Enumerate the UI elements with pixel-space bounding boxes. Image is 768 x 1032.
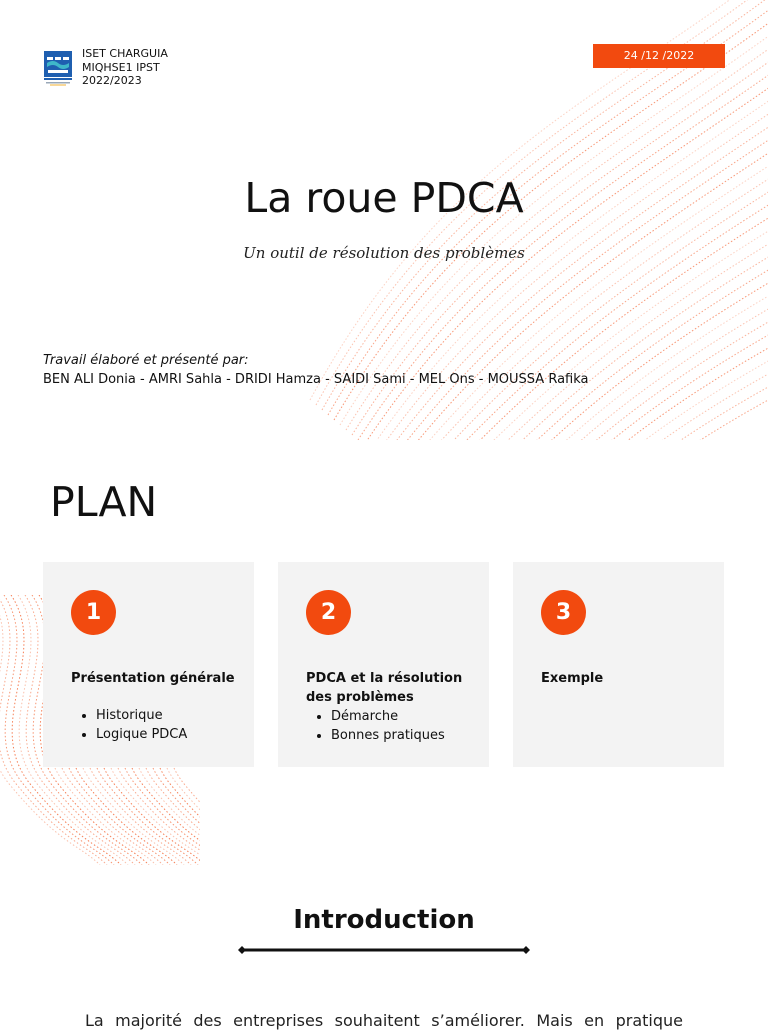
- introduction-heading: Introduction: [293, 905, 475, 935]
- date-badge: 24 /12 /2022: [593, 44, 725, 68]
- plan-card-2: [278, 562, 489, 767]
- plan-card-list: [318, 708, 445, 745]
- introduction-paragraph: La majorité des entreprises souhaitent s’améliorer. Mais en pratique: [85, 1011, 683, 1030]
- step-number-badge: 2: [306, 590, 351, 635]
- document-subtitle: Un outil de résolution des problèmes: [243, 244, 525, 262]
- list-item: • Historique: [96, 707, 187, 726]
- plan-card-heading: Présentation générale: [71, 671, 235, 686]
- list-item: • Logique PDCA: [96, 726, 187, 745]
- plan-card-heading: Exemple: [541, 671, 604, 686]
- plan-heading: PLAN: [50, 478, 158, 526]
- academic-year: 2022/2023: [82, 74, 142, 87]
- plan-card-list: [83, 707, 187, 744]
- list-item: • Démarche: [331, 708, 445, 727]
- credit-label: Travail élaboré et présenté par:: [43, 353, 249, 368]
- list-item: • Bonnes pratiques: [331, 727, 445, 746]
- document-title: La roue PDCA: [244, 174, 524, 222]
- school-name: ISET CHARGUIA: [82, 47, 168, 60]
- plan-card-3: [513, 562, 724, 767]
- iset-logo-icon: [42, 49, 74, 87]
- plan-card-heading: PDCA et la résolution des problèmes: [306, 671, 463, 705]
- step-number-badge: 1: [71, 590, 116, 635]
- plan-card-1: [43, 562, 254, 767]
- authors-list: BEN ALI Donia - AMRI Sahla - DRIDI Hamza - SAIDI Sami - MEL Ons - MOUSSA Rafika: [43, 372, 589, 387]
- program-name: MIQHSE1 IPST: [82, 60, 160, 74]
- decorative-divider: [236, 940, 532, 960]
- school-info: [82, 47, 168, 88]
- step-number-badge: 3: [541, 590, 586, 635]
